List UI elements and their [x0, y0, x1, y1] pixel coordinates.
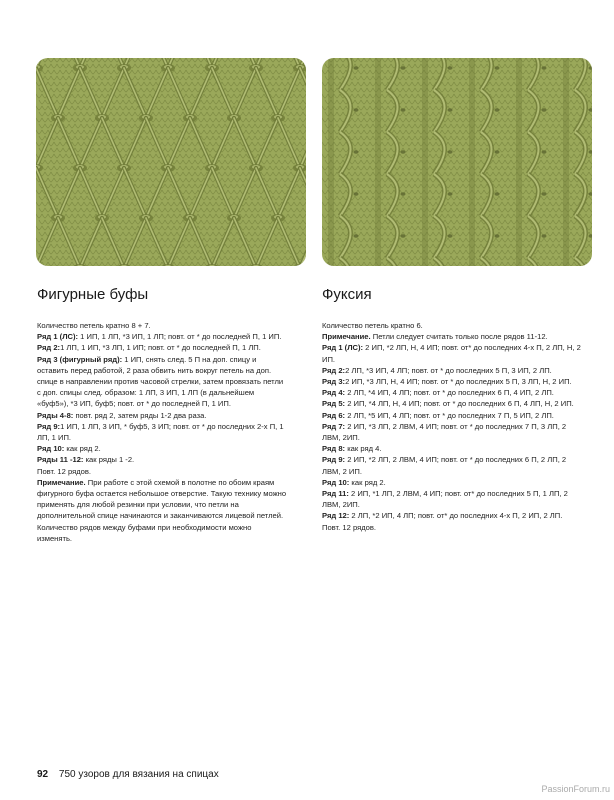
instruction-line — [37, 331, 287, 342]
instruction-text: 1 ЛП, 1 ИП, *3 ЛП, 1 ИП; повт. от * до последней П, 1 ЛП. — [60, 343, 261, 353]
instruction-text: 2 ЛП, *2 ИП, 4 ЛП; повт. от* до последних 4-х П, 2 ИП, 2 ЛП. — [349, 511, 563, 521]
instruction-line — [37, 477, 287, 544]
instruction-label: Ряд 2: — [322, 365, 346, 375]
instruction-line — [322, 342, 582, 364]
instruction-label: Примечание. — [322, 332, 371, 342]
knit-texture-diamond — [36, 58, 306, 266]
knit-texture-cable — [322, 58, 592, 266]
instruction-label: Ряд 9: — [37, 421, 61, 431]
instruction-label: Ряд 2: — [37, 343, 61, 353]
page-footer — [37, 769, 219, 780]
instruction-label: Ряд 1 (ЛС): — [322, 343, 364, 353]
instruction-text: Петли следует считать только после рядов 11-12. — [370, 332, 548, 342]
instruction-text: как ряд 2. — [64, 444, 101, 454]
instruction-line — [322, 454, 582, 476]
page-number: 92 — [37, 769, 49, 780]
instruction-label: Ряд 7: — [322, 421, 346, 431]
instructions-right — [322, 320, 582, 533]
instruction-text: Повт. 12 рядов. — [322, 522, 377, 532]
instruction-line — [322, 387, 582, 398]
instruction-label: Ряд 10: — [37, 444, 65, 454]
instruction-label: Примечание. — [37, 477, 86, 487]
instruction-text: 2 ИП, *4 ЛП, Н, 4 ИП; повт. от * до последних 6 П, 4 ЛП, Н, 2 ИП. — [345, 399, 574, 409]
instruction-label: Ряд 11: — [322, 489, 349, 499]
instruction-label: Ряд 8: — [322, 444, 346, 454]
instruction-line — [322, 522, 582, 533]
instruction-line — [37, 421, 287, 443]
pattern-title-left: Фигурные буфы — [37, 286, 149, 303]
instruction-text: как ряд 4. — [345, 444, 382, 454]
instruction-text: 1 ИП, снять след. 5 П на доп. спицу и оставить перед работой, 2 раза обвить нить вокруг петель на доп. спице в направлении против часовой стрелки, затем провязать петли с доп. спицы след. образом: 1 ЛП, 3 ИП, 1 ЛП (в дальнейшем «буф5»), *3 ИП, буф5; повт. от * до последней П, 1 ИП. — [37, 354, 284, 409]
instruction-line — [322, 421, 582, 443]
instruction-line — [322, 510, 582, 521]
instructions-left — [37, 320, 287, 544]
instruction-line — [322, 477, 582, 488]
instruction-label: Ряд 10: — [322, 477, 350, 487]
instruction-label: Ряд 5: — [322, 399, 346, 409]
instruction-label: Ряд 12: — [322, 511, 350, 521]
instruction-text: 2 ЛП, *4 ИП, 4 ЛП; повт. от * до последних 6 П, 4 ИП, 2 ЛП. — [345, 388, 554, 398]
instruction-text: 2 ИП, *2 ЛП, 2 ЛВМ, 4 ИП; повт. от * до последних 6 П, 2 ЛП, 2 ЛВМ, 2 ИП. — [322, 455, 567, 476]
instruction-text: повт. ряд 2, затем ряды 1-2 два раза. — [73, 410, 207, 420]
instruction-label: Ряды 11 -12: — [37, 455, 84, 465]
instruction-text: 2 ИП, *2 ЛП, Н, 4 ИП; повт. от* до последних 4-х П, 2 ЛП, Н, 2 ИП. — [322, 343, 581, 364]
instruction-line — [322, 376, 582, 387]
instruction-text: 2 ЛП, *5 ИП, 4 ЛП; повт. от * до последних 7 П, 5 ИП, 2 ЛП. — [345, 410, 554, 420]
instruction-label: Ряд 6: — [322, 410, 346, 420]
instruction-text: 2 ИП, *3 ЛП, 2 ЛВМ, 4 ИП; повт. от * до последних 7 П, 3 ЛП, 2 ЛВМ, 2ИП. — [322, 421, 567, 443]
instruction-line — [37, 454, 287, 465]
instruction-line — [37, 443, 287, 454]
swatch-photo-fuksiya — [322, 58, 592, 266]
instruction-line — [322, 320, 582, 331]
instruction-line — [322, 365, 582, 376]
instruction-text: 2 ЛП, *3 ИП, 4 ЛП; повт. от * до последних 5 П, 3 ИП, 2 ЛП. — [345, 365, 552, 375]
instruction-text: как ряды 1 -2. — [83, 455, 135, 465]
instruction-text: 1 ИП, 1 ЛП, *3 ИП, 1 ЛП; повт. от * до последней П, 1 ИП. — [78, 332, 282, 342]
pattern-title-right: Фуксия — [322, 286, 372, 303]
instruction-label: Ряд 1 (ЛС): — [37, 332, 79, 342]
instruction-text: 1 ИП, 1 ЛП, 3 ИП, * буф5, 3 ИП; повт. от * до последних 2-х П, 1 ЛП, 1 ИП. — [37, 421, 284, 443]
instruction-line — [37, 466, 287, 477]
instruction-label: Ряд 9: — [322, 455, 346, 465]
instruction-line — [37, 320, 287, 331]
instruction-line — [322, 488, 582, 510]
instruction-text: При работе с этой схемой в полотне по обоим краям фигурного буфа остается небольшое отверстие. Такую технику можно применять для любой резинки при условии, что петли на дополнительной спице начинаются и заканчиваются лицевой петлей. Количество рядов между буфами при необходимости можно изменять. — [37, 477, 287, 543]
instruction-line — [322, 443, 582, 454]
instruction-line — [37, 342, 287, 353]
instruction-text: Количество петель кратно 8 + 7. — [37, 321, 151, 330]
instruction-text: как ряд 2. — [349, 477, 386, 487]
watermark: PassionForum.ru — [541, 784, 610, 794]
instruction-text: Повт. 12 рядов. — [37, 466, 92, 476]
instruction-label: Ряд 3 (фигурный ряд): — [37, 354, 123, 364]
instruction-line — [322, 398, 582, 409]
instruction-label: Ряды 4-8: — [37, 410, 74, 420]
instruction-label: Ряд 3: — [322, 377, 346, 387]
instruction-line — [322, 331, 582, 342]
instruction-label: Ряд 4: — [322, 388, 346, 398]
book-title: 750 узоров для вязания на спицах — [58, 769, 219, 780]
swatch-photo-figurnye-bufy — [36, 58, 306, 266]
instruction-text: Количество петель кратно 6. — [322, 321, 423, 330]
instruction-text: 2 ИП, *1 ЛП, 2 ЛВМ, 4 ИП; повт. от* до последних 5 П, 1 ЛП, 2 ЛВМ, 2ИП. — [322, 489, 568, 510]
instruction-text: 2 ИП, *3 ЛП, Н, 4 ИП; повт. от * до последних 5 П, 3 ЛП, Н, 2 ИП. — [345, 377, 572, 387]
instruction-line — [322, 410, 582, 421]
instruction-line — [37, 410, 287, 421]
instruction-line — [37, 354, 287, 410]
